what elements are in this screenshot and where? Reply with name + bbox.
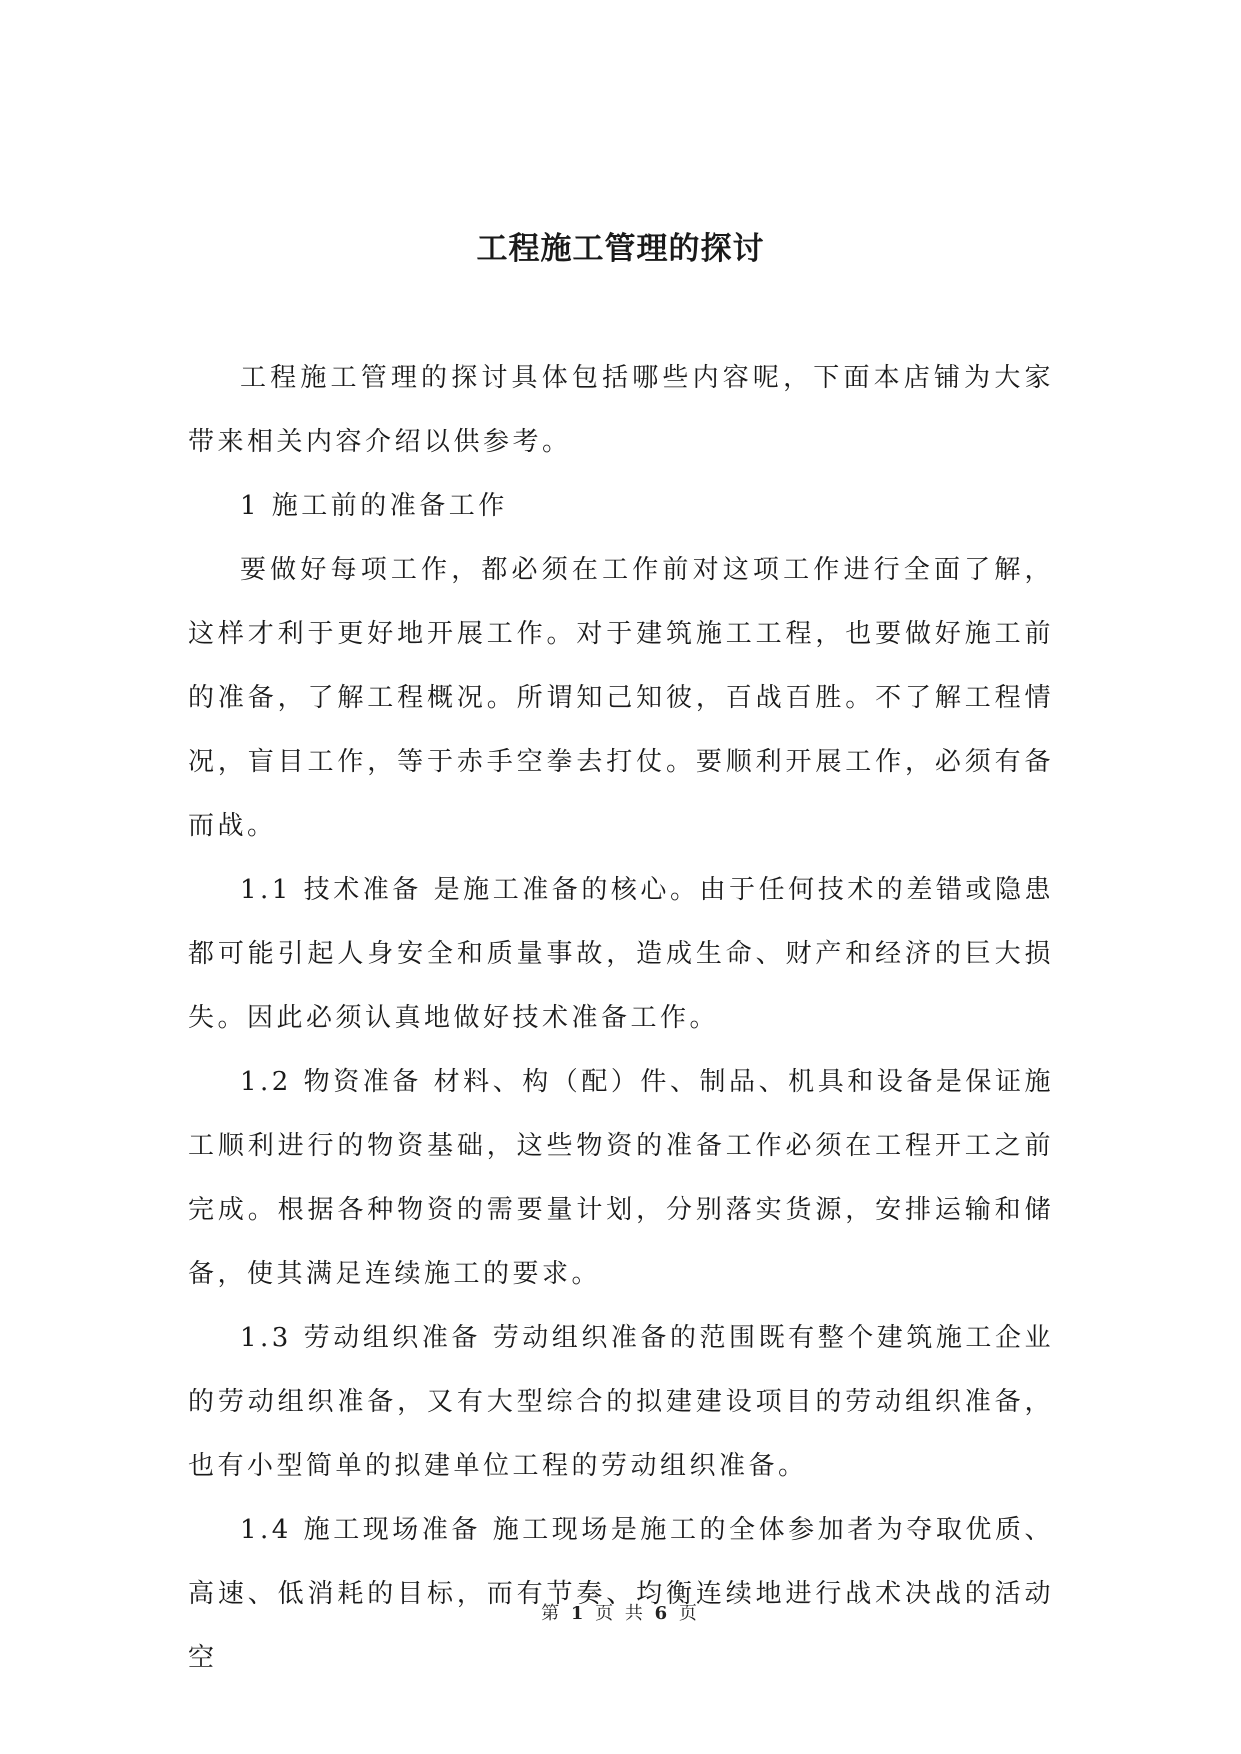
paragraph-section-1: 要做好每项工作，都必须在工作前对这项工作进行全面了解，这样才利于更好地开展工作。对于建筑施工工程，也要做好施工前的准备，了解工程概况。所谓知己知彼，百战百胜。不了解工程情况，盲目工作，等于赤手空拳去打仗。要顺利开展工作，必须有备而战。 xyxy=(188,555,1054,841)
section-heading-1: 1 施工前的准备工作 xyxy=(240,491,508,521)
footer-prefix: 第 xyxy=(541,1603,563,1624)
paragraph-1-3: 1.3 劳动组织准备 劳动组织准备的范围既有整个建筑施工企业的劳动组织准备，又有大型综合的拟建建设项目的劳动组织准备，也有小型简单的拟建单位工程的劳动组织准备。 xyxy=(188,1323,1054,1481)
footer-page-number: 1 xyxy=(570,1603,587,1624)
document-title: 工程施工管理的探讨 xyxy=(476,231,765,267)
paragraph-1-4: 1.4 施工现场准备 施工现场是施工的全体参加者为夺取优质、高速、低消耗的目标，而有节奏、均衡连续地进行战术决战的活动空 xyxy=(188,1515,1054,1673)
paragraph-intro: 工程施工管理的探讨具体包括哪些内容呢，下面本店铺为大家带来相关内容介绍以供参考。 xyxy=(188,363,1054,457)
footer-total-pages: 6 xyxy=(654,1603,671,1624)
footer-suffix: 页 xyxy=(678,1603,700,1624)
paragraph-1-2: 1.2 物资准备 材料、构（配）件、制品、机具和设备是保证施工顺利进行的物资基础，这些物资的准备工作必须在工程开工之前完成。根据各种物资的需要量计划，分别落实货源，安排运输和储备，使其满足连续施工的要求。 xyxy=(188,1067,1054,1289)
document-body xyxy=(188,346,1054,1690)
footer-middle: 页 共 xyxy=(595,1603,646,1624)
page-footer xyxy=(0,1599,1241,1625)
paragraph-1-1: 1.1 技术准备 是施工准备的核心。由于任何技术的差错或隐患都可能引起人身安全和质量事故，造成生命、财产和经济的巨大损失。因此必须认真地做好技术准备工作。 xyxy=(188,875,1054,1033)
